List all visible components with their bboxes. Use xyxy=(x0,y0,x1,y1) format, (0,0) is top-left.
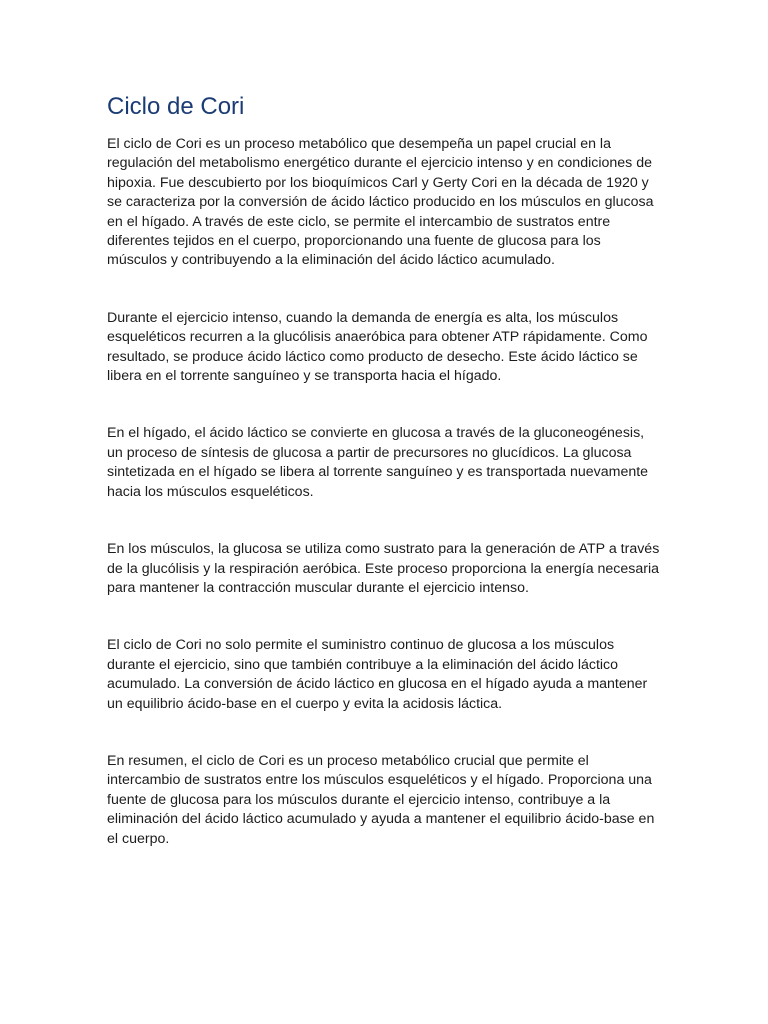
paragraph-intro: El ciclo de Cori es un proceso metabólico que desempeña un papel crucial en la regulación del metabolismo energético durante el ejercicio intenso y en condiciones de hipoxia. Fue descubierto por los bioquímicos Carl y Gerty Cori en la década de 1920 y se caracteriza por la conversión de ácido láctico producido en los músculos en glucosa en el hígado. A través de este ciclo, se permite el intercambio de sustratos entre diferentes tejidos en el cuerpo, proporcionando una fuente de glucosa para los músculos y contribuyendo a la eliminación del ácido láctico acumulado. xyxy=(107,136,654,269)
paragraph-lactic-acid: El ciclo de Cori no solo permite el suministro continuo de glucosa a los músculos durante el ejercicio, sino que también contribuye a la eliminación del ácido láctico acumulado. La conversión de ácido láctico en glucosa en el hígado ayuda a mantener un equilibrio ácido-base en el cuerpo y evita la acidosis láctica. xyxy=(107,637,648,712)
document-title: Ciclo de Cori xyxy=(107,93,245,120)
paragraph-liver: En el hígado, el ácido láctico se convierte en glucosa a través de la gluconeogénesis, un proceso de síntesis de glucosa a partir de precursores no glucídicos. La glucosa sintetizada en el hígado se libera al torrente sanguíneo y es transportada nuevamente hacia los músculos esqueléticos. xyxy=(107,425,649,500)
paragraph-summary: En resumen, el ciclo de Cori es un proceso metabólico crucial que permite el intercambio de sustratos entre los músculos esqueléticos y el hígado. Proporciona una fuente de glucosa para los músculos durante el ejercicio intenso, contribuye a la eliminación del ácido láctico acumulado y ayuda a mantener el equilibrio ácido-base en el cuerpo. xyxy=(107,752,655,847)
paragraph-exercise: Durante el ejercicio intenso, cuando la demanda de energía es alta, los músculos esqueléticos recurren a la glucólisis anaeróbica para obtener ATP rápidamente. Como resultado, se produce ácido láctico como producto de desecho. Este ácido láctico se libera en el torrente sanguíneo y se transporta hacia el hígado. xyxy=(107,309,648,385)
paragraph-muscles: En los músculos, la glucosa se utiliza como sustrato para la generación de ATP a través de la glucólisis y la respiración aeróbica. Este proceso proporciona la energía necesaria para mantener la contracción muscular durante el ejercicio intenso. xyxy=(107,541,660,596)
document-body xyxy=(107,91,663,887)
